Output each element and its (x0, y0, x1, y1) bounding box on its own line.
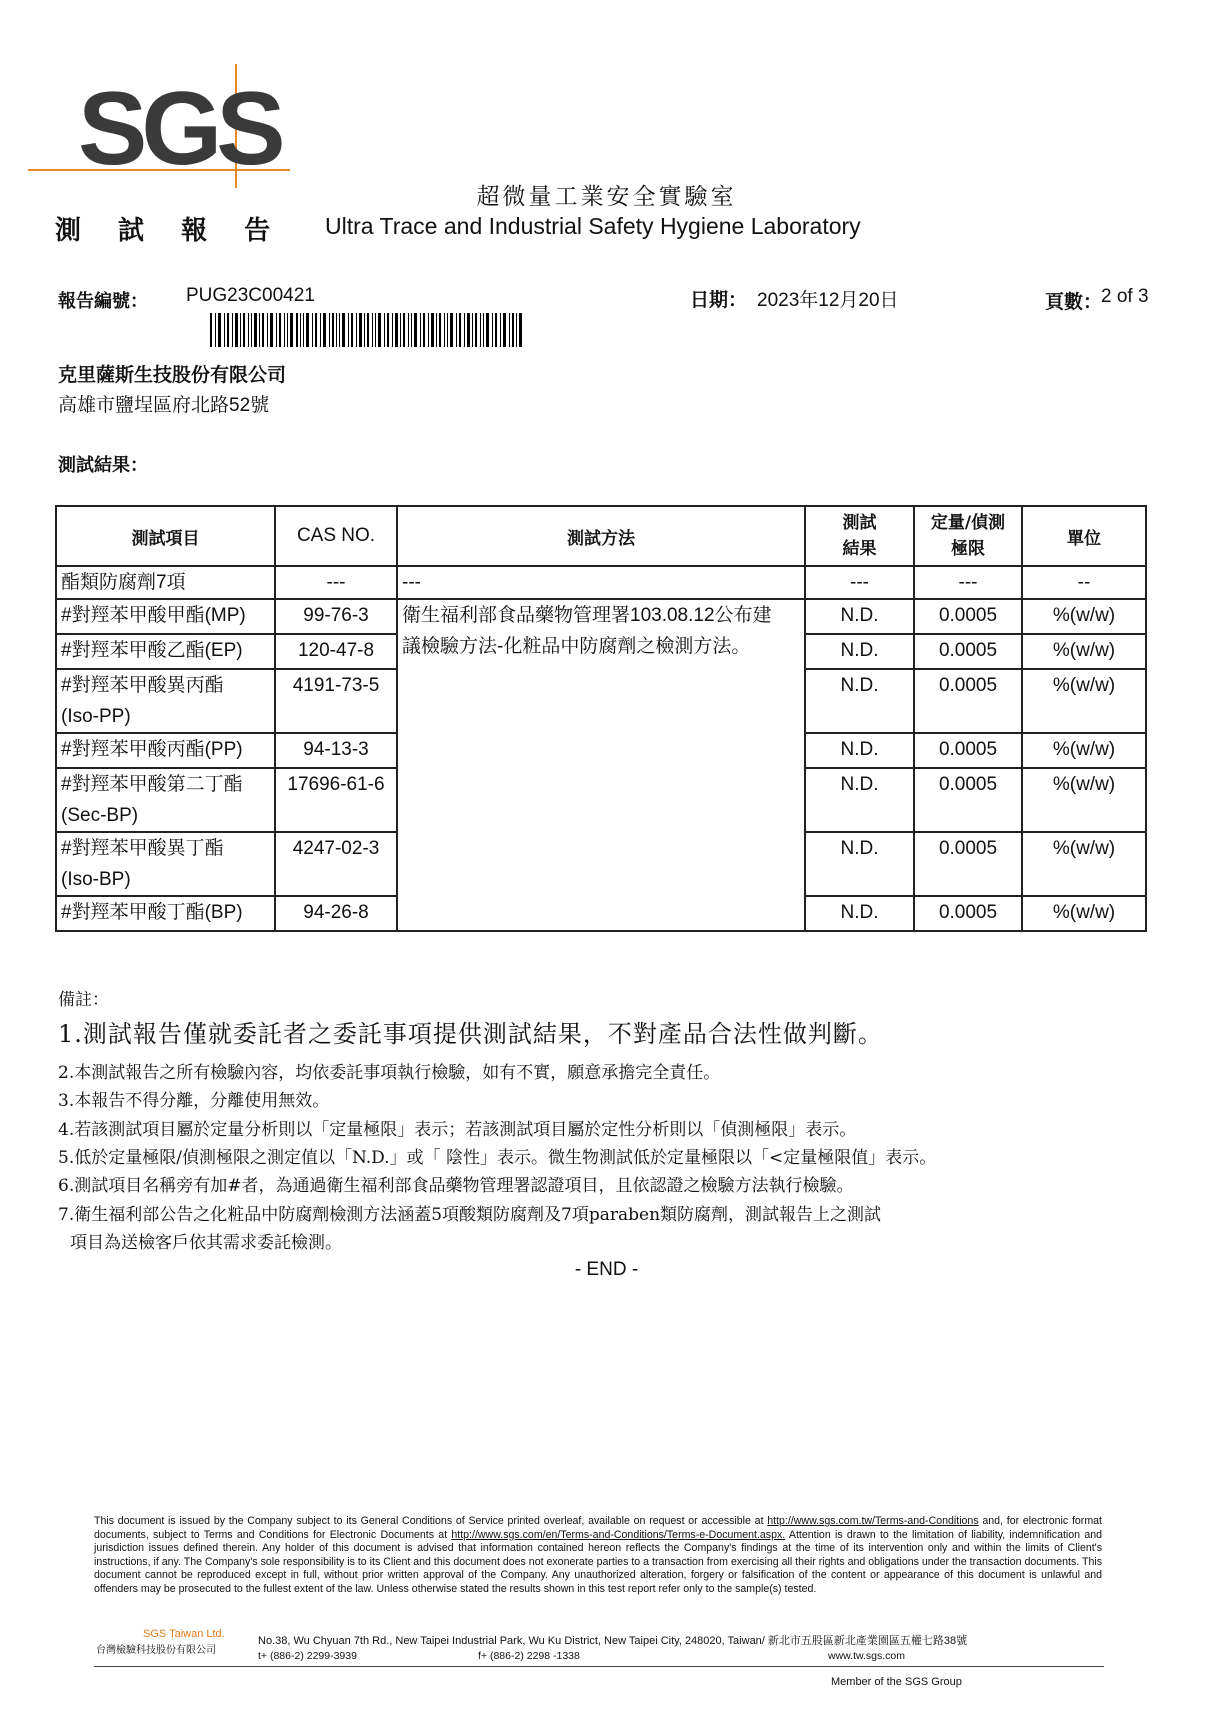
client-company: 克里薩斯生技股份有限公司 (58, 365, 287, 386)
row-cas: 120-47-8 (275, 634, 397, 669)
row-unit: %(w/w) (1022, 599, 1146, 634)
row-limit: 0.0005 (914, 733, 1022, 768)
row-cas: 17696-61-6 (275, 768, 397, 832)
row-item (56, 832, 275, 896)
remark-7-line1: 7.衛生福利部公告之化粧品中防腐劑檢測方法涵蓋5項酸類防腐劑及7項paraben類防腐劑，測試報告上之測試 (58, 1205, 882, 1225)
footer-fax: f+ (886-2) 2298 -1338 (478, 1650, 580, 1662)
table-row (56, 599, 1146, 634)
row-limit: 0.0005 (914, 896, 1022, 931)
footer-divider (94, 1666, 1104, 1667)
logo-text: SGS (78, 71, 280, 187)
row-item (56, 768, 275, 832)
page-label: 頁數： (1045, 292, 1103, 313)
header-method: 測試方法 (397, 506, 805, 566)
e-document-terms-link[interactable]: http://www.sgs.com/en/Terms-and-Conditions/Terms-e-Document.aspx. (451, 1528, 786, 1541)
group-item: 酯類防腐劑7項 (56, 566, 275, 599)
page-number: 2 of 3 (1101, 286, 1149, 307)
footer-brand: SGS Taiwan Ltd. (143, 1628, 225, 1640)
row-unit: %(w/w) (1022, 768, 1146, 832)
remark-4: 4.若該測試項目屬於定量分析則以「定量極限」表示；若該測試項目屬於定性分析則以「偵測極限」表示。 (58, 1120, 857, 1140)
row-limit: 0.0005 (914, 634, 1022, 669)
row-cas: 94-13-3 (275, 733, 397, 768)
date-label: 日期： (690, 290, 748, 311)
footer-address: No.38, Wu Chyuan 7th Rd., New Taipei Industrial Park, Wu Ku District, New Taipei City, 248020, Taiwan/ 新北市五股區新北產業園區五權七路38號 (258, 1635, 968, 1647)
row-item (56, 669, 275, 733)
row-result: N.D. (805, 832, 914, 896)
remark-1: 1.測試報告僅就委託者之委託事項提供測試結果，不對產品合法性做判斷。 (58, 1020, 883, 1048)
disclaimer-part1: This document is issued by the Company subject to its General Conditions of Service printed overleaf, available on request or accessible at (94, 1515, 768, 1527)
header-unit: 單位 (1022, 506, 1146, 566)
report-title: 測 試 報 告 (55, 216, 285, 246)
remark-3: 3.本報告不得分離，分離使用無效。 (58, 1091, 330, 1111)
row-cas: 94-26-8 (275, 896, 397, 931)
results-label: 測試結果： (58, 455, 148, 476)
row-limit: 0.0005 (914, 599, 1022, 634)
footer-website[interactable]: www.tw.sgs.com (828, 1650, 906, 1662)
group-limit: --- (914, 566, 1022, 599)
remarks-label: 備註： (58, 990, 109, 1010)
row-limit: 0.0005 (914, 669, 1022, 733)
disclaimer-part2: and, for electronic format documents, subject to Terms and Conditions for Electronic Documents at (94, 1515, 1102, 1541)
terms-link[interactable]: http://www.sgs.com.tw/Terms-and-Conditions (767, 1515, 979, 1527)
group-unit: -- (1022, 566, 1146, 599)
group-result: --- (805, 566, 914, 599)
row-cas: 4191-73-5 (275, 669, 397, 733)
row-item-line2: (Iso-BP) (61, 869, 131, 890)
row-result: N.D. (805, 634, 914, 669)
row-item: #對羥苯甲酸乙酯(EP) (56, 634, 275, 669)
row-cas: 4247-02-3 (275, 832, 397, 896)
remark-6: 6.測試項目名稱旁有加#者，為通過衛生福利部食品藥物管理署認證項目，且依認證之檢驗方法執行檢驗。 (58, 1176, 854, 1196)
group-cas: --- (275, 566, 397, 599)
row-result: N.D. (805, 896, 914, 931)
row-item-line1: #對羥苯甲酸異丁酯 (61, 838, 224, 859)
row-unit: %(w/w) (1022, 832, 1146, 896)
disclaimer-part3: Attention is drawn to the limitation of liability, indemnification and jurisdiction issues defined therein. Any holder of this document is advised that information contained hereon reflects the Company's findings at the time of its intervention only and within the limits of Client's instructions, if any. The Company's sole responsibility is to its Client and this document does not exonerate parties to a transaction from exercising all their rights and obligations under the transaction documents. This document cannot be reproduced except in full, without prior written approval of the Company. Any unauthorized alteration, forgery or falsification of the content or appearance of this document is unlawful and offenders may be prosecuted to the fullest extent of the law. Unless otherwise stated the results shown in this test report refer only to the sample(s) tested. (94, 1528, 1102, 1595)
group-method: --- (397, 566, 805, 599)
client-address: 高雄市鹽埕區府北路52號 (58, 395, 270, 416)
row-unit: %(w/w) (1022, 896, 1146, 931)
row-unit: %(w/w) (1022, 669, 1146, 733)
lab-name-cn: 超微量工業安全實驗室 (476, 184, 737, 210)
report-number-label: 報告編號： (58, 291, 148, 312)
header-item: 測試項目 (56, 506, 275, 566)
footer-member: Member of the SGS Group (831, 1676, 962, 1688)
report-date: 2023年12月20日 (757, 290, 899, 311)
row-item-line2: (Iso-PP) (61, 706, 131, 727)
row-cas: 99-76-3 (275, 599, 397, 634)
row-result: N.D. (805, 768, 914, 832)
table-group-row (56, 566, 1146, 599)
row-unit: %(w/w) (1022, 733, 1146, 768)
header-result (805, 506, 914, 566)
footer-brand-cn: 台灣檢驗科技股份有限公司 (96, 1645, 216, 1656)
remark-5: 5.低於定量極限/偵測極限之測定值以「N.D.」或「 陰性」表示。微生物測試低於定量極限以「<定量極限值」表示。 (58, 1148, 937, 1168)
row-result: N.D. (805, 599, 914, 634)
row-item: #對羥苯甲酸甲酯(MP) (56, 599, 275, 634)
table-header-row (56, 506, 1146, 566)
remark-7-line2: 項目為送檢客戶依其需求委託檢測。 (70, 1233, 342, 1253)
header-result-line2: 結果 (842, 539, 877, 559)
report-number: PUG23C00421 (186, 285, 315, 306)
barcode (210, 313, 522, 347)
header-result-line1: 測試 (842, 513, 877, 533)
lab-name-en: Ultra Trace and Industrial Safety Hygiene Laboratory (325, 213, 861, 239)
row-item-line1: #對羥苯甲酸第二丁酯 (61, 774, 243, 795)
header-limit-line1: 定量/偵測 (930, 513, 1006, 533)
header-limit-line2: 極限 (951, 539, 985, 559)
row-item-line2: (Sec-BP) (61, 805, 139, 826)
row-item: #對羥苯甲酸丙酯(PP) (56, 733, 275, 768)
header-cas: CAS NO. (275, 506, 397, 566)
legal-disclaimer (94, 1515, 1102, 1597)
remark-2: 2.本測試報告之所有檢驗內容，均依委託事項執行檢驗，如有不實，願意承擔完全責任。 (58, 1063, 721, 1083)
footer-phone: t+ (886-2) 2299-3939 (258, 1650, 357, 1662)
test-method-line1: 衛生福利部食品藥物管理署103.08.12公布建 (402, 605, 772, 626)
sgs-logo (28, 60, 298, 190)
row-limit: 0.0005 (914, 768, 1022, 832)
row-limit: 0.0005 (914, 832, 1022, 896)
header-limit (914, 506, 1022, 566)
row-result: N.D. (805, 669, 914, 733)
row-item: #對羥苯甲酸丁酯(BP) (56, 896, 275, 931)
row-item-line1: #對羥苯甲酸異丙酯 (61, 675, 224, 696)
row-unit: %(w/w) (1022, 634, 1146, 669)
end-mark: - END - (574, 1259, 639, 1280)
row-result: N.D. (805, 733, 914, 768)
test-method-line2: 議檢驗方法-化粧品中防腐劑之檢測方法。 (402, 636, 751, 657)
results-table (55, 505, 1147, 932)
test-method-cell (397, 599, 805, 931)
